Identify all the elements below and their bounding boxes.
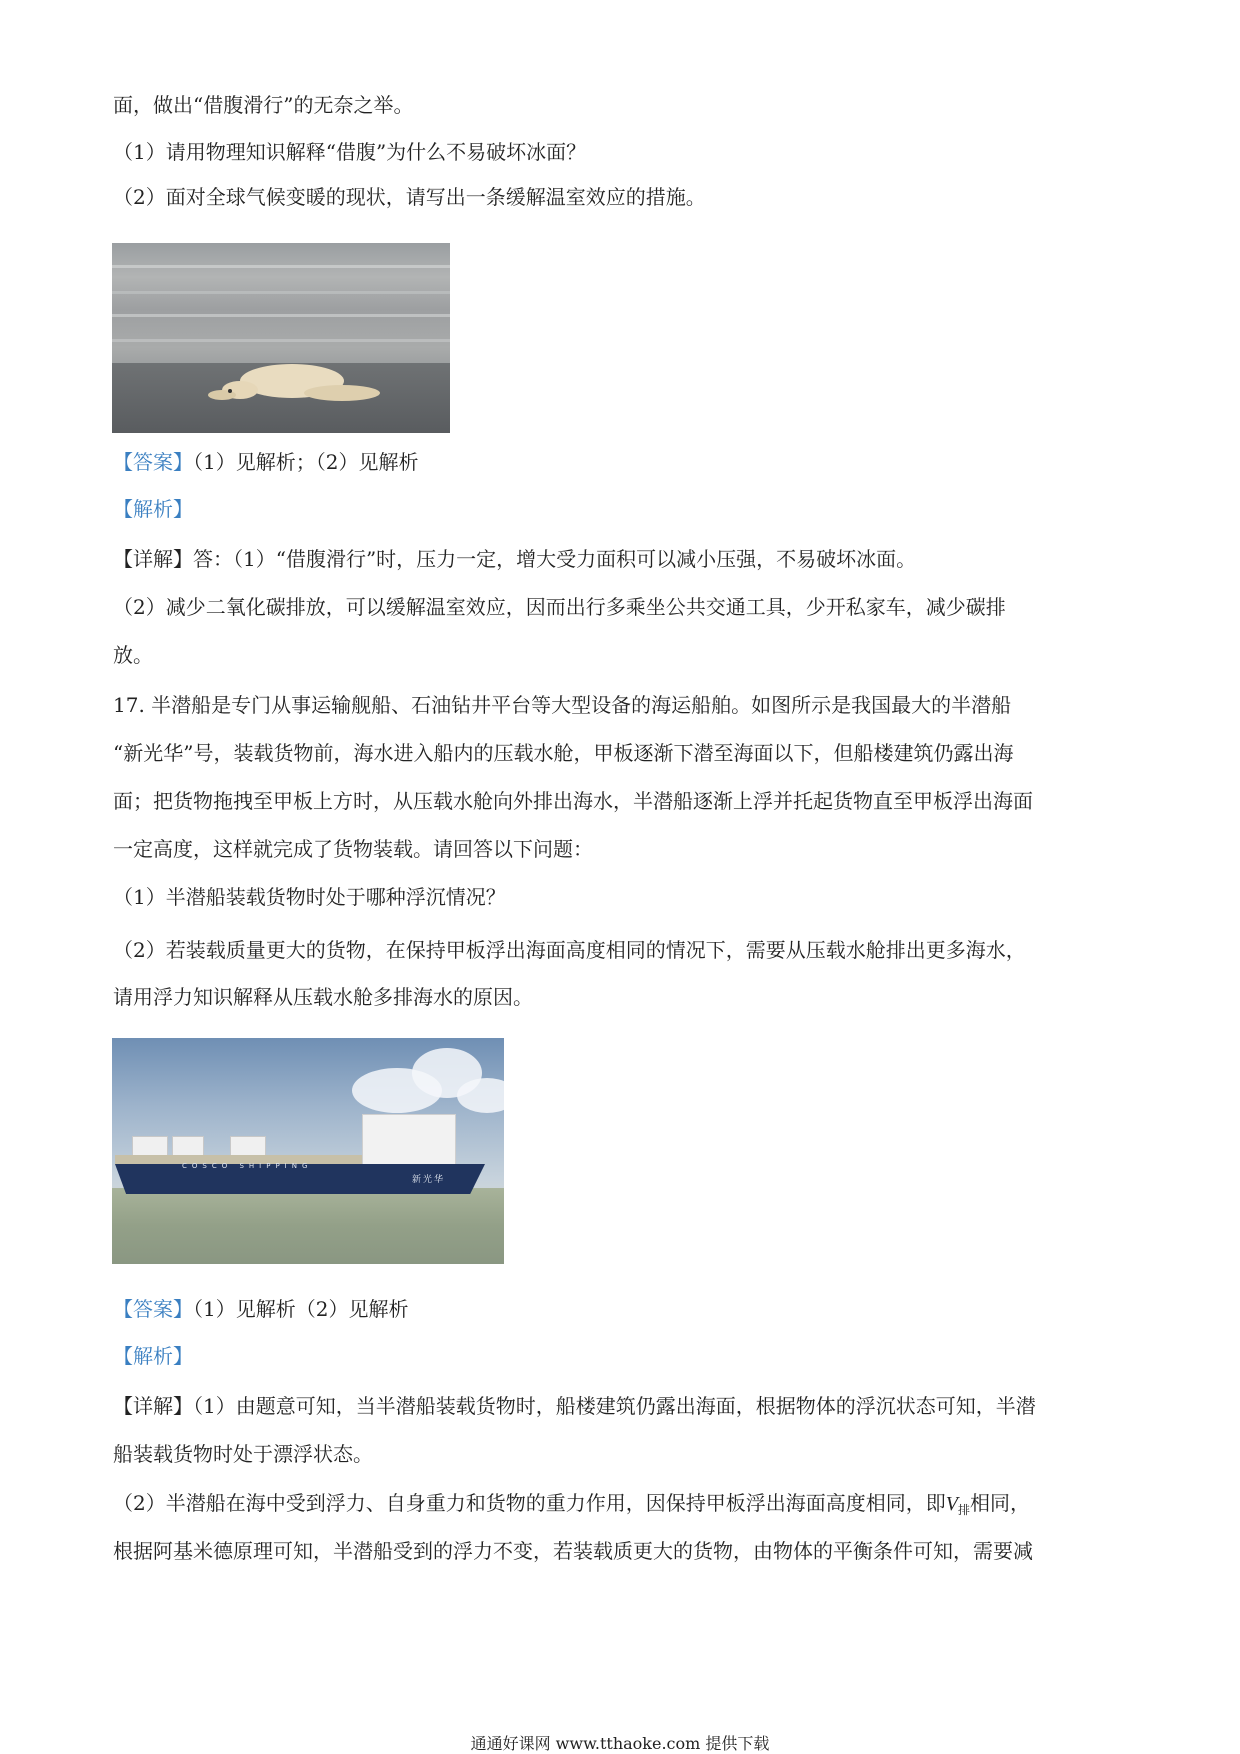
answer-text: （1）见解析（2）见解析 xyxy=(193,1297,409,1321)
volume-symbol: V xyxy=(945,1493,958,1515)
detail-text: 答：（1）“借腹滑行”时，压力一定，增大受力面积可以减小压强，不易破坏冰面。 xyxy=(193,547,917,571)
question-17-part-1: （1）半潜船装载货物时处于哪种浮沉情况？ xyxy=(113,885,506,909)
question-17-part-2b: 请用浮力知识解释从压载水舱多排海水的原因。 xyxy=(113,985,533,1009)
bow-name: 新光华 xyxy=(412,1175,446,1185)
detail-16 xyxy=(113,546,916,572)
polar-bear-shape xyxy=(112,243,450,433)
answer-tag: 【答案】 xyxy=(113,1297,193,1321)
question-17-part-2a: （2）若装载质量更大的货物，在保持甲板浮出海面高度相同的情况下，需要从压载水舱排出更多海水， xyxy=(113,938,1026,962)
page-footer: 通通好课网 www.tthaoke.com 提供下载 xyxy=(470,1734,770,1753)
question-17-line-1: 17. 半潜船是专门从事运输舰船、石油钻井平台等大型设备的海运船舶。如图所示是我国最大的半潜船 xyxy=(113,693,1012,717)
detail-17 xyxy=(113,1393,1036,1419)
detail-17-part-1b: 船装载货物时处于漂浮状态。 xyxy=(113,1442,373,1466)
question-17-line-3: 面；把货物拖拽至甲板上方时，从压载水舱向外排出海水，半潜船逐渐上浮并托起货物直至甲板浮出海面 xyxy=(113,789,1033,813)
question-16-part-2: （2）面对全球气候变暖的现状，请写出一条缓解温室效应的措施。 xyxy=(113,185,706,209)
polar-bear-photo xyxy=(112,243,450,433)
detail-text: （1）由题意可知，当半潜船装载货物时，船楼建筑仍露出海面，根据物体的浮沉状态可知，半潜 xyxy=(193,1394,1036,1418)
detail-16-part-2b: 放。 xyxy=(113,643,153,667)
question-16-part-1: （1）请用物理知识解释“借腹”为什么不易破坏冰面？ xyxy=(113,140,587,164)
detail-17-part-2b: 根据阿基米德原理可知，半潜船受到的浮力不变，若装载质更大的货物，由物体的平衡条件可知，需要减 xyxy=(113,1539,1033,1563)
semi-submersible-ship-photo xyxy=(112,1038,504,1264)
line-1: 面，做出“借腹滑行”的无奈之举。 xyxy=(113,93,414,117)
analysis-17-tag: 【解析】 xyxy=(113,1344,193,1368)
answer-16 xyxy=(113,449,418,475)
detail-17-part-2a xyxy=(113,1490,1030,1523)
answer-17 xyxy=(113,1296,408,1322)
detail-tag: 【详解】 xyxy=(113,547,193,571)
analysis-16-tag: 【解析】 xyxy=(113,497,193,521)
question-17-line-4: 一定高度，这样就完成了货物装载。请回答以下问题： xyxy=(113,837,593,861)
detail-text-end: 相同， xyxy=(969,1491,1030,1515)
detail-16-part-2a: （2）减少二氧化碳排放，可以缓解温室效应，因而出行多乘坐公共交通工具，少开私家车，减少碳排 xyxy=(113,595,1006,619)
detail-tag: 【详解】 xyxy=(113,1394,193,1418)
volume-subscript: 排 xyxy=(957,1503,970,1517)
answer-text: （1）见解析；（2）见解析 xyxy=(193,450,419,474)
question-17-line-2: “新光华”号，装载货物前，海水进入船内的压载水舱，甲板逐渐下潜至海面以下，但船楼建筑仍露出海 xyxy=(113,741,1014,765)
detail-text: （2）半潜船在海中受到浮力、自身重力和货物的重力作用，因保持甲板浮出海面高度相同，即 xyxy=(113,1491,946,1515)
hull-name: COSCO SHIPPING xyxy=(182,1162,313,1170)
answer-tag: 【答案】 xyxy=(113,450,193,474)
